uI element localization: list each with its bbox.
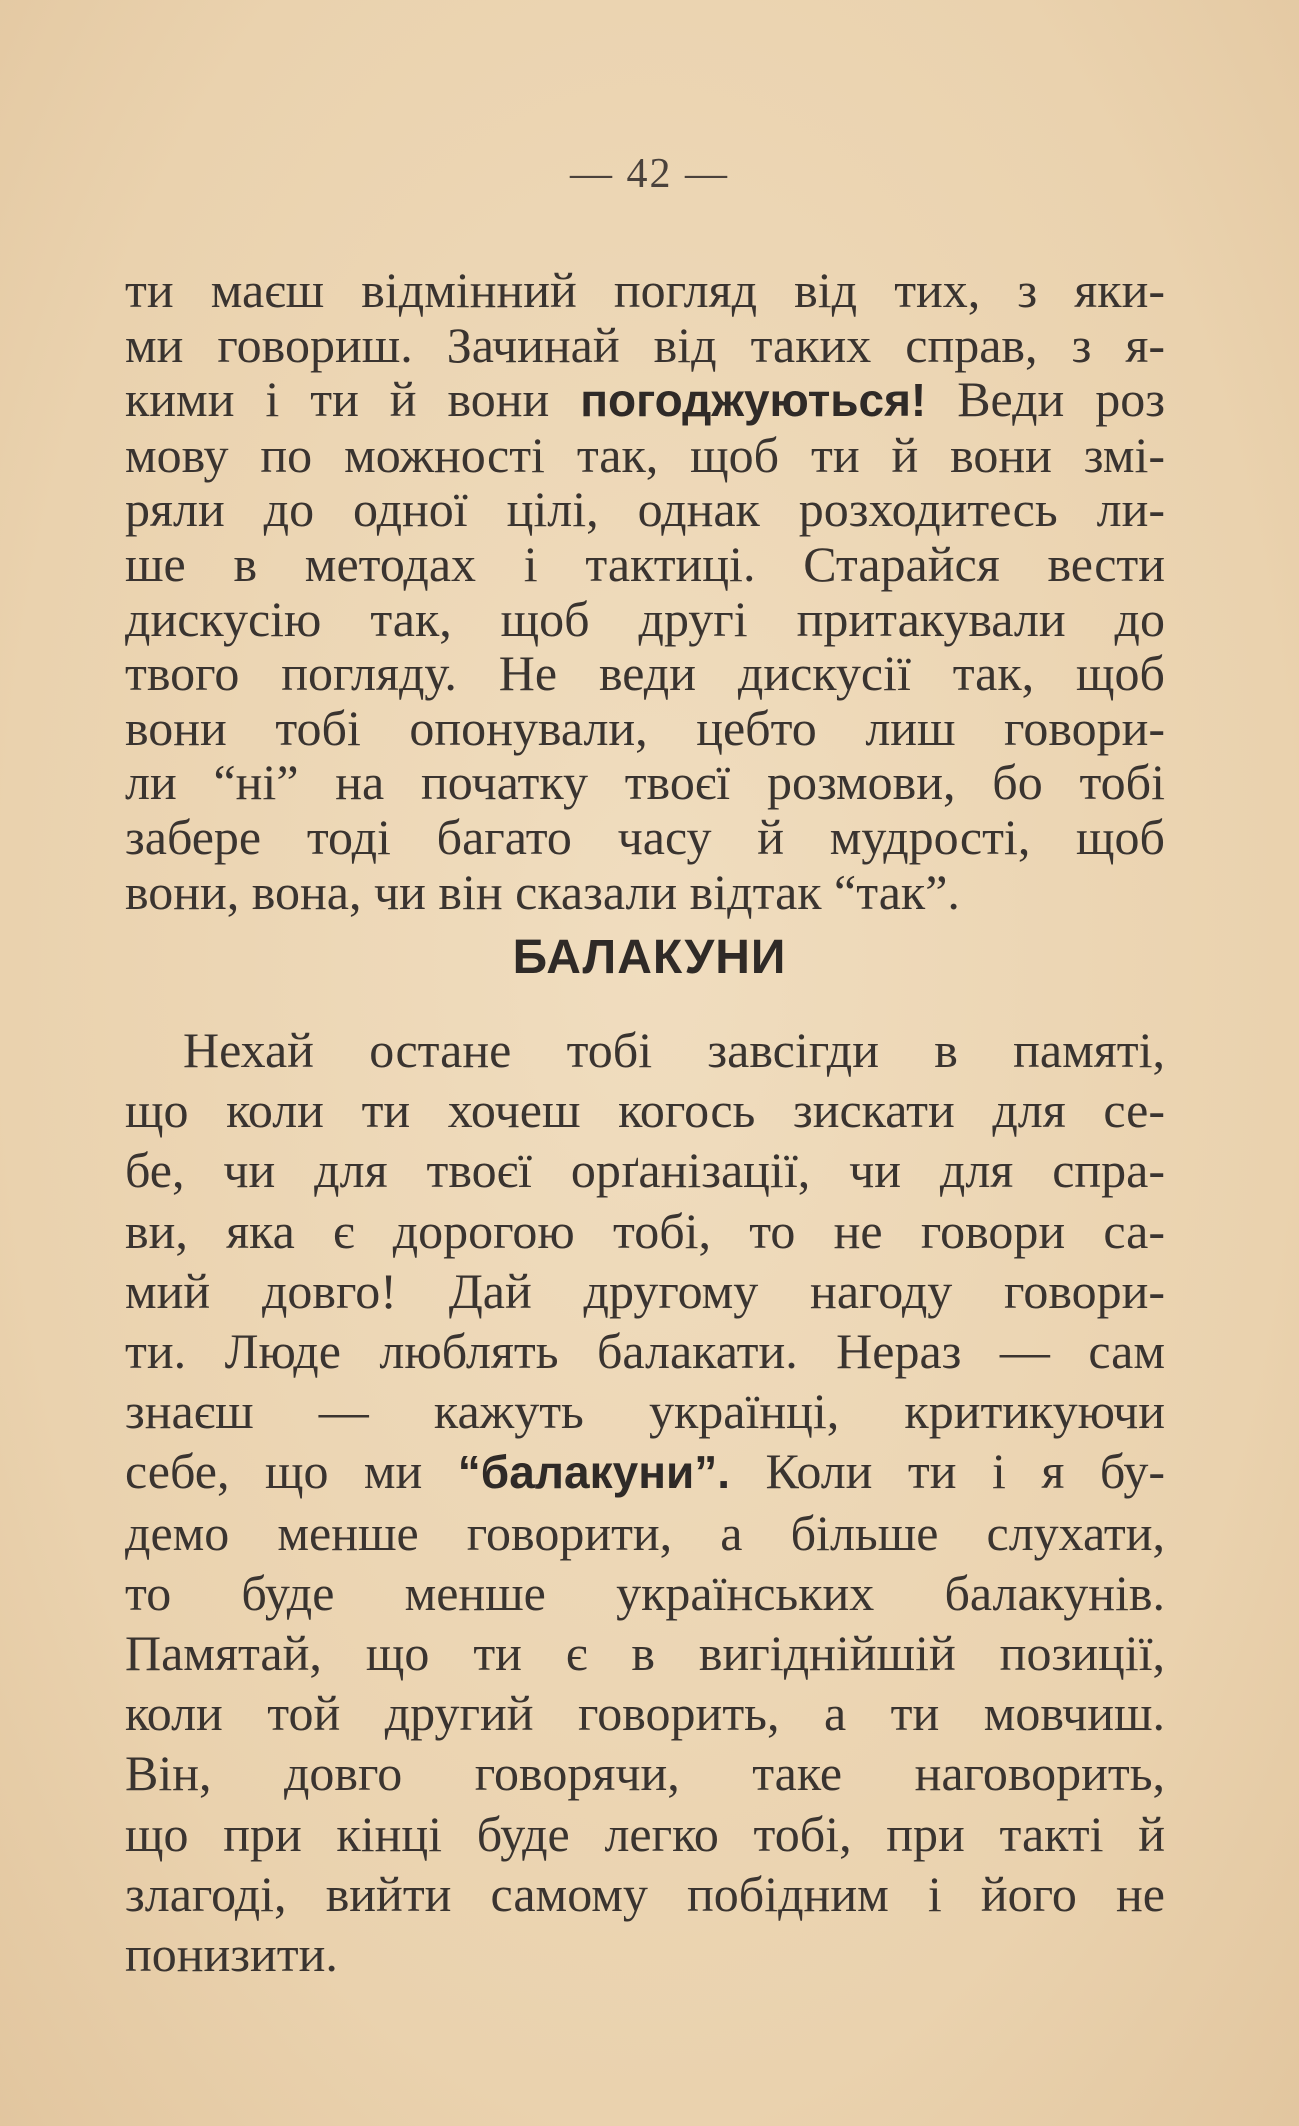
text-fragment: кими і ти й вони	[125, 371, 581, 428]
text-line: ше в методах і тактиці. Старайся вести	[125, 535, 1165, 592]
text-line: дискусію так, щоб другі притакували до	[125, 590, 1165, 647]
text-line: забере тоді багато часу й мудрості, щоб	[125, 808, 1165, 865]
text-line-with-emphasis	[125, 372, 1165, 428]
emphasis-word: погоджуються!	[580, 374, 927, 427]
text-fragment: себе, що ми	[125, 1443, 458, 1500]
paragraph-intro	[125, 263, 1165, 919]
text-line-with-emphasis	[125, 1441, 1165, 1502]
text-line: ви, яка є дорогою тобі, то не говори са-	[125, 1202, 1165, 1259]
text-line: то буде менше українських балакунів.	[125, 1564, 1165, 1621]
text-line: коли той другий говорить, а ти мовчиш.	[125, 1685, 1165, 1742]
paragraph-balakuny	[125, 1020, 1165, 1984]
text-line: демо менше говорити, а більше слухати,	[125, 1504, 1165, 1561]
text-line: ти. Люде люблять балакати. Нераз — сам	[125, 1323, 1165, 1380]
text-line: злагоді, вийти самому побідним і його не	[125, 1865, 1165, 1922]
page-number: — 42 —	[570, 151, 729, 197]
text-line: мову по можності так, щоб ти й вони змі-	[125, 426, 1165, 483]
text-line: ли “ні” на початку твоєї розмови, бо тобі	[125, 754, 1165, 811]
text-line: Нехай остане тобі завсігди в памяті,	[183, 1022, 1165, 1078]
text-line: ряли до одної цілі, однак розходитесь ли-	[125, 481, 1165, 538]
section-heading: БАЛАКУНИ	[512, 931, 787, 984]
text-line: ти маєш відмінний погляд від тих, з яки-	[125, 262, 1165, 318]
text-line: понизити.	[125, 1926, 338, 1983]
text-line: ми говориш. Зачинай від таких справ, з я-	[125, 316, 1165, 373]
text-fragment: Коли ти і я бу-	[730, 1443, 1166, 1500]
text-line: мий довго! Дай другому нагоду говори-	[125, 1262, 1165, 1319]
text-fragment: Веди роз	[926, 371, 1165, 428]
text-line: що при кінці буде легко тобі, при такті й	[125, 1805, 1165, 1862]
text-line: бе, чи для твоєї орґанізації, чи для спра-	[125, 1142, 1165, 1199]
text-line: знаєш — кажуть українці, критикуючи	[125, 1383, 1165, 1440]
text-line: вони, вона, чи він сказали відтак “так”.	[125, 863, 960, 920]
text-line: вони тобі опонували, цебто лиш говори-	[125, 699, 1165, 756]
text-line: Він, довго говорячи, таке наговорить,	[125, 1745, 1165, 1802]
text-line: Памятай, що ти є в вигіднійшій позиції,	[125, 1625, 1165, 1682]
text-line: що коли ти хочеш когось зискати для се-	[125, 1082, 1165, 1139]
text-line: твого погляду. Не веди дискусії так, щоб	[125, 645, 1165, 702]
emphasis-word: “балакуни”.	[457, 1446, 731, 1499]
